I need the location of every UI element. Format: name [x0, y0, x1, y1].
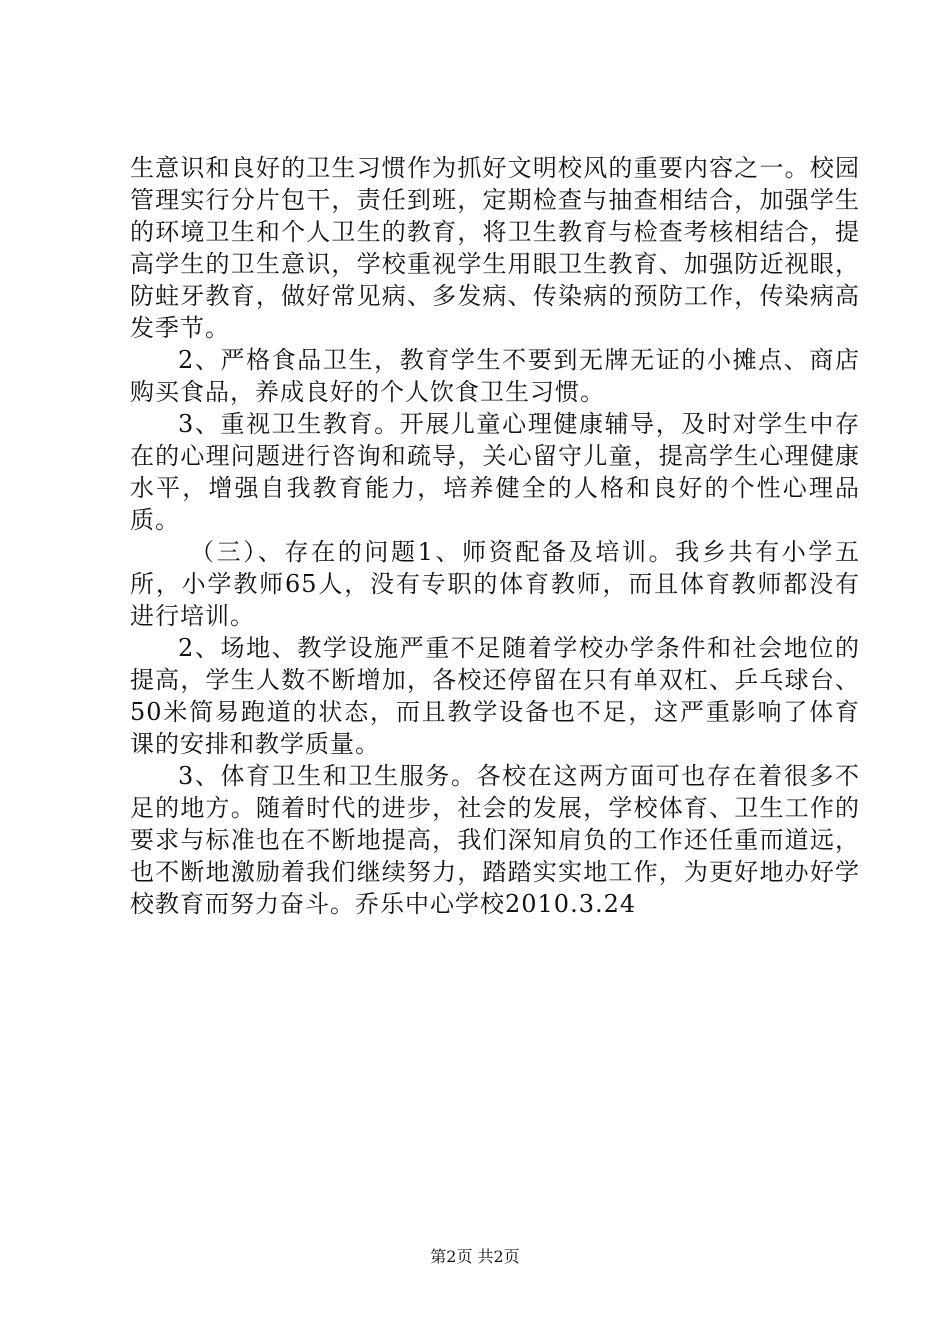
paragraph-existing-problems: （三）、存在的问题1、师资配备及培训。我乡共有小学五所，小学教师65人，没有专职的体育教师，而且体育教师都没有进行培训。: [130, 538, 860, 630]
paragraph-sports-hygiene-services: 3、体育卫生和卫生服务。各校在这两方面可也存在着很多不足的地方。随着时代的进步，社会的发展，学校体育、卫生工作的要求与标准也在不断地提高，我们深知肩负的工作还任重而道远，也不断地激励着我们继续努力，踏踏实实地工作，为更好地办好学校教育而努力奋斗。乔乐中心学校2010.3.24: [130, 762, 860, 918]
paragraph-hygiene-awareness: 生意识和良好的卫生习惯作为抓好文明校风的重要内容之一。校园管理实行分片包干，责任到班，定期检查与抽查相结合，加强学生的环境卫生和个人卫生的教育，将卫生教育与检查考核相结合，提高学生的卫生意识，学校重视学生用眼卫生教育、加强防近视眼，防蛀牙教育，做好常见病、多发病、传染病的预防工作，传染病高发季节。: [130, 154, 860, 342]
paragraph-facilities: 2、场地、教学设施严重不足随着学校办学条件和社会地位的提高，学生人数不断增加，各校还停留在只有单双杠、乒乓球台、50米简易跑道的状态，而且教学设备也不足，这严重影响了体育课的安排和教学质量。: [130, 634, 860, 758]
page-footer: 第2页 共2页: [430, 1247, 520, 1266]
paragraph-hygiene-education: 3、重视卫生教育。开展儿童心理健康辅导，及时对学生中存在的心理问题进行咨询和疏导，关心留守儿童，提高学生心理健康水平，增强自我教育能力，培养健全的人格和良好的个性心理品质。: [130, 410, 860, 534]
paragraph-food-hygiene: 2、严格食品卫生，教育学生不要到无牌无证的小摊点、商店购买食品，养成良好的个人饮食卫生习惯。: [130, 346, 860, 406]
document-body: [130, 152, 860, 920]
